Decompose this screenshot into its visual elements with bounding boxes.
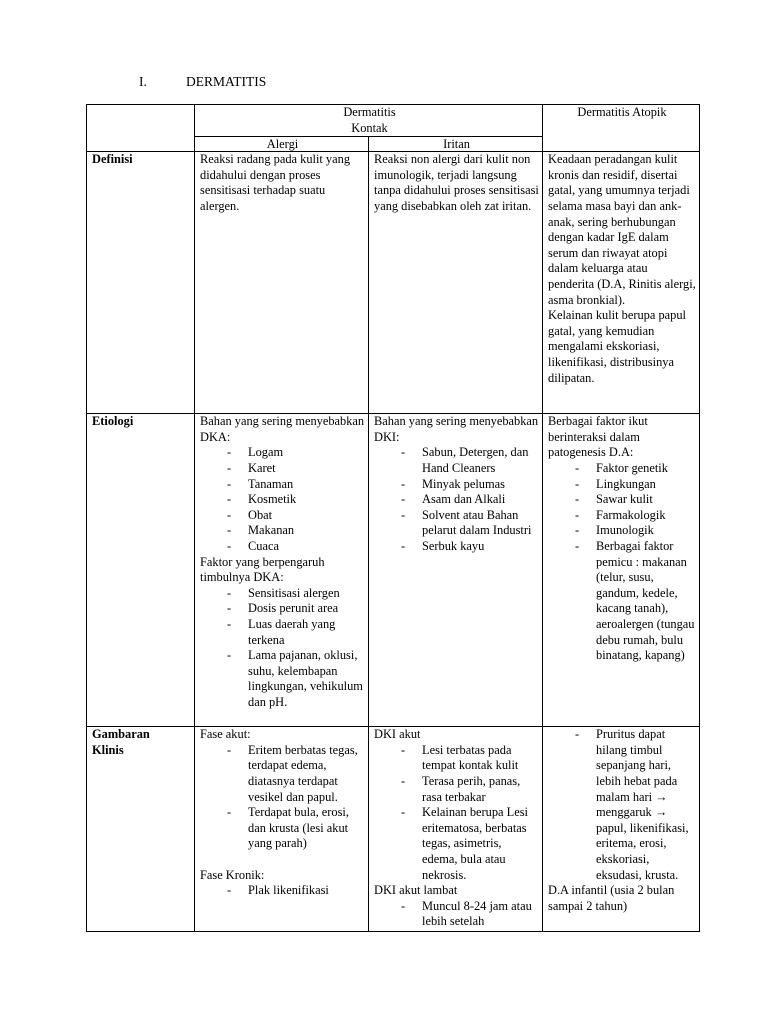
row-label-gambaran-klinis xyxy=(87,727,195,932)
spacer xyxy=(200,852,365,868)
etiologi-alergi-list xyxy=(200,445,365,554)
list-item: - Lesi terbatas pada tempat kontak kulit xyxy=(374,743,539,774)
list-item: - Sensitisasi alergen xyxy=(200,586,365,602)
list-item: - Faktor genetik xyxy=(548,461,696,477)
list-item: - Pruritus dapat hilang timbul sepanjang hari, lebih hebat pada malam hari → menggaruk → papul, likenifikasi, eritema, erosi, ekskoriasi, eksudasi, krusta. xyxy=(548,727,696,883)
definisi-atopik-paragraph-1: Keadaan peradangan kulit kronis dan residif, disertai gatal, yang umumnya terjadi selama masa bayi dan ank-anak, sering berhubungan dengan kadar IgE dalam serum dan riwayat atopi dalam keluarga atau penderita (D.A, Rinitis alergi, asma bronkial). xyxy=(548,152,696,307)
list-item: - Berbagai faktor pemicu : makanan (telur, susu, gandum, kedele, kacang tanah), aeroalergen (tungau debu rumah, bulu binatang, kapang) xyxy=(548,539,696,664)
etiologi-alergi-intro-2: Faktor yang berpengaruh timbulnya DKA: xyxy=(200,554,325,585)
list-item: - Imunologik xyxy=(548,523,696,539)
header-dermatitis-atopik: Dermatitis Atopik xyxy=(543,105,700,152)
list-item: - Makanan xyxy=(200,523,365,539)
list-item: - Tanaman xyxy=(200,477,365,493)
table-header-row xyxy=(87,105,700,137)
etiologi-iritan-intro: Bahan yang sering menyebabkan DKI: xyxy=(374,414,539,444)
list-item: - Obat xyxy=(200,508,365,524)
list-item: - Lama pajanan, oklusi, suhu, kelembapan lingkungan, vehikulum dan pH. xyxy=(200,648,365,710)
gambaran-alergi-list-2 xyxy=(200,883,365,899)
list-item: - Logam xyxy=(200,445,365,461)
definisi-atopik xyxy=(543,152,700,414)
list-item: - Muncul 8-24 jam atau lebih setelah xyxy=(374,899,539,930)
list-item: - Serbuk kayu xyxy=(374,539,539,555)
definisi-iritan: Reaksi non alergi dari kulit non imunologik, terjadi langsung tanpa didahului proses sensitisasi yang disebabkan oleh zat iritan. xyxy=(369,152,543,414)
list-item: - Sawar kulit xyxy=(548,492,696,508)
list-item: - Lingkungan xyxy=(548,477,696,493)
section-number: I. xyxy=(139,74,147,89)
gambaran-alergi-intro-2: Fase Kronik: xyxy=(200,867,265,882)
table-row-gambaran-klinis xyxy=(87,727,700,932)
row-label-etiologi: Etiologi xyxy=(87,414,195,727)
gambaran-atopik-list xyxy=(548,727,696,883)
gambaran-iritan-list-2 xyxy=(374,899,539,930)
gambaran-iritan-intro-2: DKI akut lambat xyxy=(374,883,458,898)
section-title: DERMATITIS xyxy=(186,74,267,89)
list-item: - Terdapat bula, erosi, dan krusta (lesi akut yang parah) xyxy=(200,805,365,852)
gambaran-iritan xyxy=(369,727,543,932)
header-iritan: Iritan xyxy=(369,137,543,152)
gambaran-atopik-after: D.A infantil (usia 2 bulan sampai 2 tahun) xyxy=(548,883,675,913)
header-group-line1: Dermatitis xyxy=(343,105,396,119)
list-item: - Dosis perunit area xyxy=(200,601,365,617)
etiologi-alergi xyxy=(195,414,369,727)
gambaran-iritan-list xyxy=(374,743,539,883)
definisi-atopik-paragraph-2: Kelainan kulit berupa papul gatal, yang kemudian mengalami ekskoriasi, likenifikasi, distribusinya dilipatan. xyxy=(548,308,686,385)
table-row-definisi xyxy=(87,152,700,414)
etiologi-iritan-list xyxy=(374,445,539,554)
list-item: - Minyak pelumas xyxy=(374,477,539,493)
list-item: - Asam dan Alkali xyxy=(374,492,539,508)
etiologi-atopik xyxy=(543,414,700,727)
list-item: - Solvent atau Bahan pelarut dalam Industri xyxy=(374,508,539,539)
list-item: - Luas daerah yang terkena xyxy=(200,617,365,648)
list-item: - Kelainan berupa Lesi eritematosa, berbatas tegas, asimetris, edema, bula atau nekrosis. xyxy=(374,805,539,883)
list-item: - Sabun, Detergen, dan Hand Cleaners xyxy=(374,445,539,476)
gambaran-alergi-intro: Fase akut: xyxy=(200,727,251,742)
etiologi-alergi-intro: Bahan yang sering menyebabkan DKA: xyxy=(200,414,365,444)
definisi-alergi: Reaksi radang pada kulit yang didahului dengan proses sensitisasi terhadap suatu alergen. xyxy=(195,152,369,414)
list-item: - Terasa perih, panas, rasa terbakar xyxy=(374,774,539,805)
dermatitis-comparison-table xyxy=(86,104,700,932)
gambaran-atopik xyxy=(543,727,700,932)
header-empty-cell xyxy=(87,105,195,152)
row-label-line1: Gambaran xyxy=(92,727,150,742)
list-item: - Cuaca xyxy=(200,539,365,555)
header-group-line2: Kontak xyxy=(351,120,388,135)
etiologi-alergi-list-2 xyxy=(200,586,365,711)
etiologi-atopik-list xyxy=(548,461,696,664)
gambaran-iritan-intro: DKI akut xyxy=(374,727,421,742)
table-row-etiologi xyxy=(87,414,700,727)
row-label-definisi: Definisi xyxy=(87,152,195,414)
gambaran-alergi xyxy=(195,727,369,932)
row-label-line2: Klinis xyxy=(92,742,124,757)
header-dermatitis-kontak xyxy=(195,105,543,137)
list-item: - Plak likenifikasi xyxy=(200,883,365,899)
list-item: - Kosmetik xyxy=(200,492,365,508)
gambaran-alergi-list xyxy=(200,743,365,852)
header-alergi: Alergi xyxy=(195,137,369,152)
list-item: - Eritem berbatas tegas, terdapat edema, diatasnya terdapat vesikel dan papul. xyxy=(200,743,365,805)
etiologi-iritan xyxy=(369,414,543,727)
list-item: - Karet xyxy=(200,461,365,477)
list-item: - Farmakologik xyxy=(548,508,696,524)
etiologi-atopik-intro: Berbagai faktor ikut berinteraksi dalam patogenesis D.A: xyxy=(548,414,648,460)
